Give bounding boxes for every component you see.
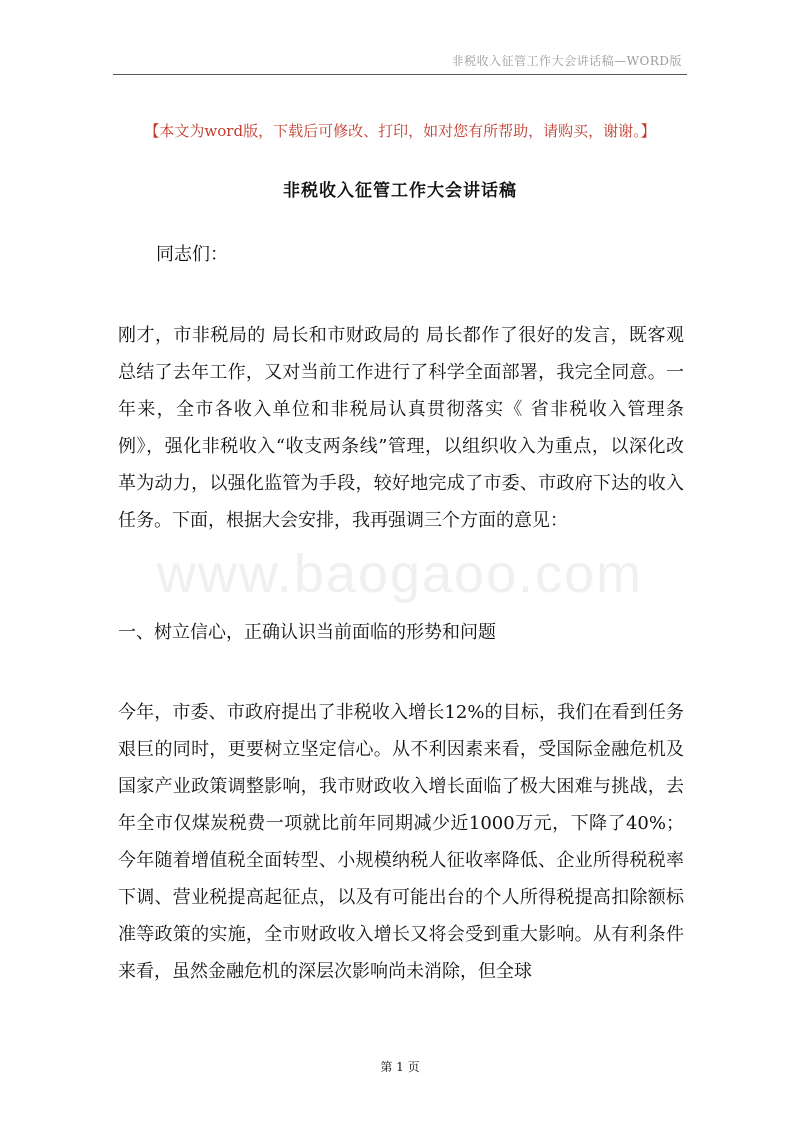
section-heading-1: 一、树立信心，正确认识当前面临的形势和问题 [118,622,496,643]
paragraph-opening: 刚才，市非税局的 局长和市财政局的 局长都作了很好的发言，既客观总结了去年工作，又对当前工作进行了科学全面部署，我完全同意。一年来，全市各收入单位和非税局认真贯彻落实《 省非税收入管理条例》，强化非税收入“收支两条线”管理，以组织收入为重点，以深化改革为动力，以强化监管为手段，较好地完成了市委、市政府下达的收入任务。下面，根据大会安排，我再强调三个方面的意见： [118,325,684,531]
running-header: 非税收入征管工作大会讲话稿—WORD版 [451,54,682,68]
page-number: 第 1 页 [380,1060,420,1074]
watermark: www.baogaoo.com [156,544,644,604]
document-title: 非税收入征管工作大会讲话稿 [283,181,517,201]
header-divider [113,74,687,75]
purchase-notice: 【本文为word版，下载后可修改、打印，如对您有所帮助，请购买，谢谢。】 [144,122,656,140]
salutation: 同志们： [156,244,228,265]
paragraph-section-1: 今年，市委、市政府提出了非税收入增长12%的目标，我们在看到任务艰巨的同时，更要树立坚定信心。从不利因素来看，受国际金融危机及国家产业政策调整影响，我市财政收入增长面临了极大困难与挑战，去年全市仅煤炭税费一项就比前年同期减少近1000万元，下降了40%；今年随着增值税全面转型、小规模纳税人征收率降低、企业所得税税率下调、营业税提高起征点，以及有可能出台的个人所得税提高扣除额标准等政策的实施，全市财政收入增长又将会受到重大影响。从有利条件来看，虽然金融危机的深层次影响尚未消除，但全球 [118,702,684,982]
